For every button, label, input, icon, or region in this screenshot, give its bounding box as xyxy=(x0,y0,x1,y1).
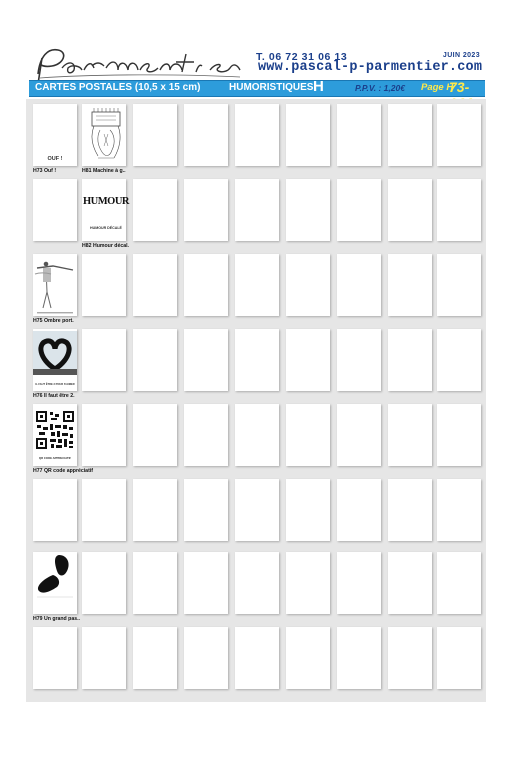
footprint-icon xyxy=(33,553,77,603)
card-slot xyxy=(388,404,432,466)
card-slot xyxy=(286,479,330,541)
card-slot xyxy=(82,479,126,541)
card-slot xyxy=(286,627,330,689)
card-slot xyxy=(286,104,330,166)
card-slot xyxy=(184,479,228,541)
card-text-il-faut: IL FAUT ÊTRE 2 POUR S'AIMER xyxy=(35,383,75,386)
card-text-qr: QR CODE APPRECIATIF xyxy=(38,456,72,460)
card-slot xyxy=(184,104,228,166)
card-slot xyxy=(286,404,330,466)
card-slot xyxy=(437,404,481,466)
card-slot xyxy=(337,254,381,316)
card-slot xyxy=(388,254,432,316)
card-slot xyxy=(437,329,481,391)
card-caption: H81 Machine à g.. xyxy=(82,168,126,174)
card-subtext-humour: HUMOUR DÉCALÉ xyxy=(90,226,122,230)
card-slot xyxy=(133,254,177,316)
card-slot xyxy=(235,329,279,391)
card-slot xyxy=(82,404,126,466)
card-slot xyxy=(337,104,381,166)
card-slot xyxy=(184,179,228,241)
card-slot xyxy=(184,254,228,316)
shadow-figure-icon xyxy=(33,256,77,316)
phone-number: T. 06 72 31 06 13 xyxy=(256,51,348,63)
card-slot xyxy=(82,627,126,689)
card-slot xyxy=(388,552,432,614)
card-slot xyxy=(388,627,432,689)
card-slot xyxy=(235,254,279,316)
card-caption: H79 Un grand pas.. xyxy=(33,616,80,622)
banner-price: P.P.V. : 1,20€ xyxy=(355,83,405,93)
card-slot xyxy=(235,404,279,466)
banner-letter: H xyxy=(313,78,324,95)
card-slot xyxy=(82,179,126,241)
banner-page-label: Page H xyxy=(421,82,454,93)
card-slot xyxy=(82,552,126,614)
card-slot xyxy=(184,552,228,614)
card-slot xyxy=(337,179,381,241)
card-slot xyxy=(286,552,330,614)
card-slot xyxy=(133,552,177,614)
card-slot xyxy=(437,627,481,689)
card-slot xyxy=(235,552,279,614)
card-slot xyxy=(33,479,77,541)
card-slot xyxy=(437,479,481,541)
banner-page-range: 73- xyxy=(449,79,470,95)
card-slot xyxy=(337,404,381,466)
card-caption: H73 Ouf ! xyxy=(33,168,57,174)
card-slot xyxy=(235,104,279,166)
card-slot xyxy=(235,627,279,689)
card-slot xyxy=(388,179,432,241)
card-caption: H77 QR code appréciatif xyxy=(33,468,93,474)
card-slot xyxy=(133,404,177,466)
card-slot xyxy=(235,179,279,241)
card-text-ouf: OUF ! xyxy=(47,156,63,162)
card-slot xyxy=(388,479,432,541)
card-text-humour: HUMOUR xyxy=(83,196,129,207)
card-slot xyxy=(388,329,432,391)
card-slot xyxy=(184,627,228,689)
website-url[interactable]: www.pascal-p-parmentier.com xyxy=(258,60,483,75)
card-slot xyxy=(337,479,381,541)
card-slot xyxy=(337,552,381,614)
card-slot xyxy=(33,179,77,241)
card-slot xyxy=(184,404,228,466)
machine-illustration-icon xyxy=(86,106,126,166)
card-slot xyxy=(235,479,279,541)
card-slot xyxy=(133,104,177,166)
card-slot xyxy=(133,179,177,241)
card-slot xyxy=(82,329,126,391)
card-slot xyxy=(388,104,432,166)
card-slot xyxy=(337,627,381,689)
card-slot xyxy=(133,329,177,391)
catalog-banner xyxy=(29,80,485,97)
banner-category: HUMORISTIQUES xyxy=(229,82,314,93)
card-slot xyxy=(133,627,177,689)
card-slot xyxy=(82,254,126,316)
card-caption: H76 Il faut être 2. xyxy=(33,393,75,399)
card-slot xyxy=(437,552,481,614)
card-slot xyxy=(286,179,330,241)
card-caption: H75 Ombre port. xyxy=(33,318,74,324)
catalog-date: JUIN 2023 xyxy=(442,52,480,59)
card-caption: H82 Humour décal. xyxy=(82,243,129,249)
card-slot xyxy=(337,329,381,391)
qr-code-icon xyxy=(35,410,75,450)
heart-sculpture-icon xyxy=(33,331,77,375)
card-slot xyxy=(286,254,330,316)
card-slot xyxy=(437,179,481,241)
card-slot xyxy=(184,329,228,391)
card-slot xyxy=(133,479,177,541)
card-slot xyxy=(33,627,77,689)
card-slot xyxy=(437,104,481,166)
card-slot xyxy=(437,254,481,316)
banner-title: CARTES POSTALES (10,5 x 15 cm) xyxy=(35,82,201,93)
card-slot xyxy=(286,329,330,391)
